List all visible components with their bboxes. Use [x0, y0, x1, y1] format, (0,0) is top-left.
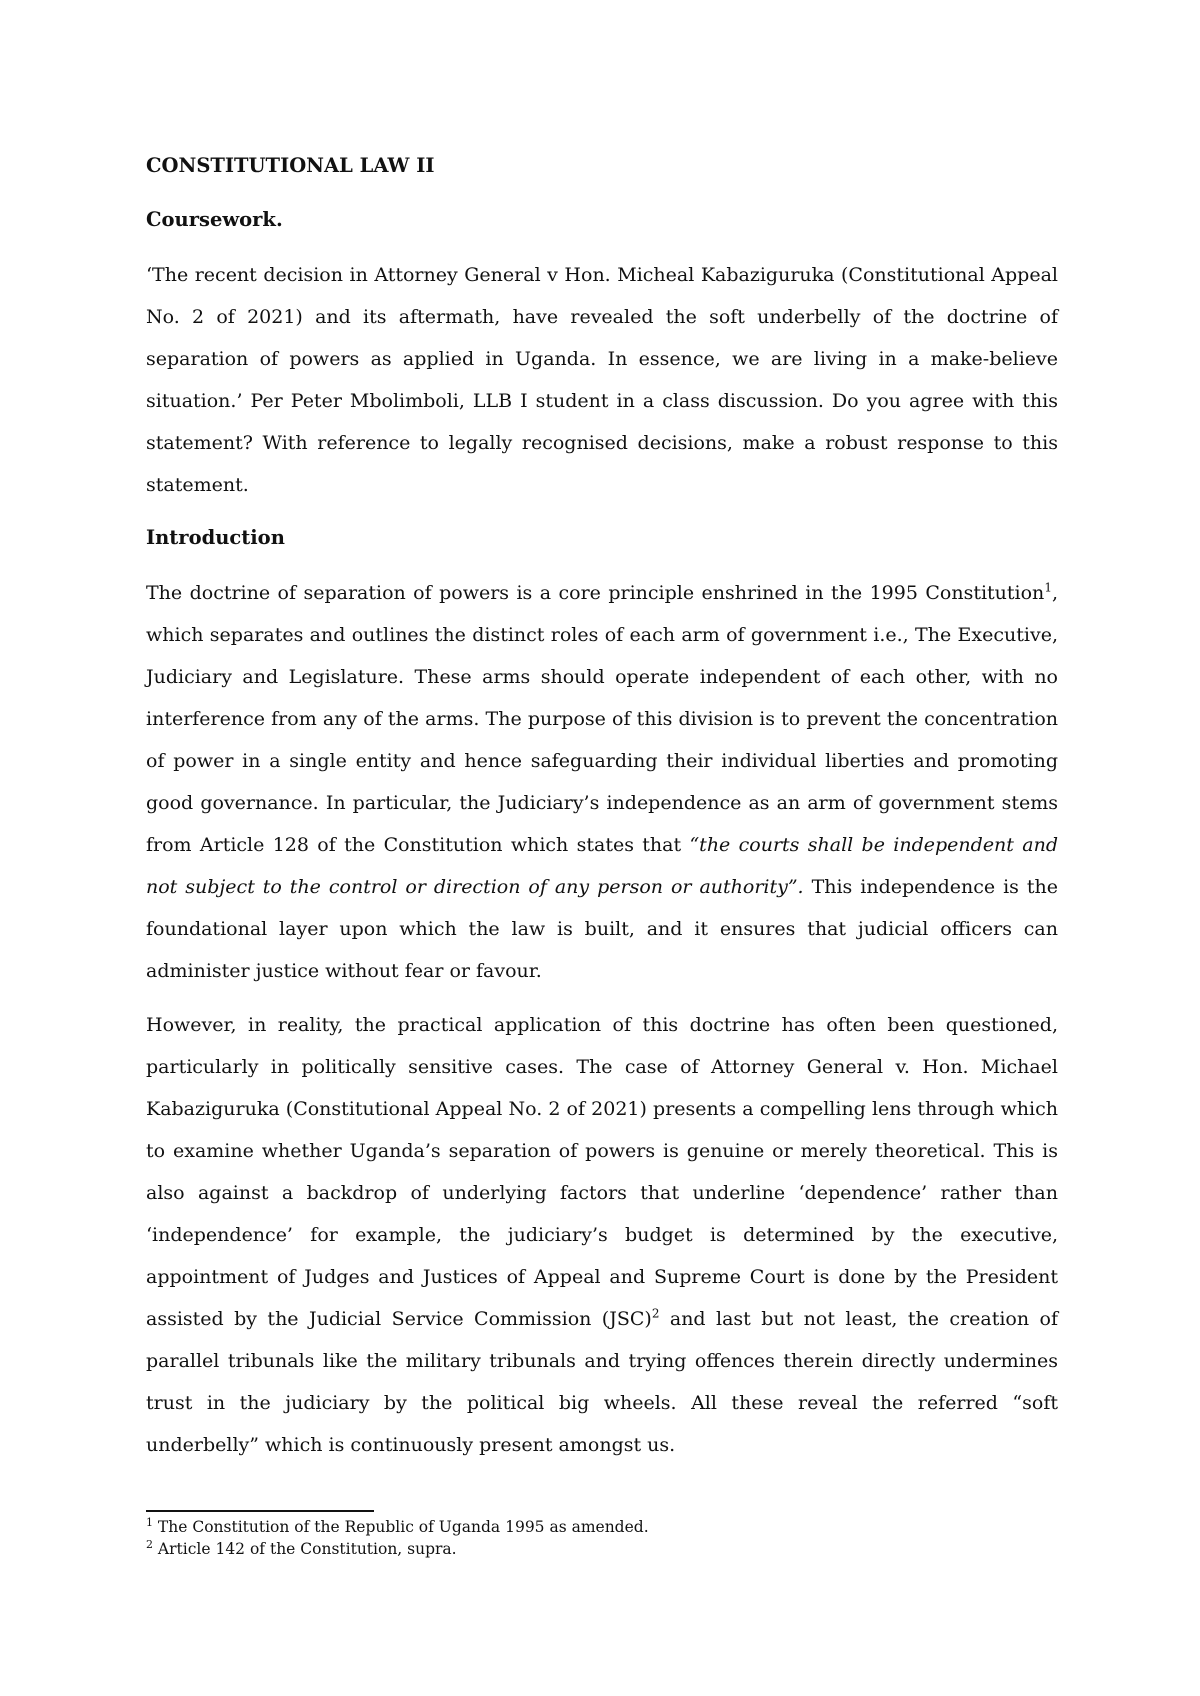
footnote-2-number: 2	[146, 1537, 153, 1551]
intro-paragraph-1	[146, 572, 1058, 992]
document-title: CONSTITUTIONAL LAW II	[146, 154, 435, 177]
intro-paragraph-2-text-a: However, in reality, the practical application of this doctrine has often been questioned, particularly in politically sensitive cases. The case of Attorney General v. Hon. Michael Kabaziguruka (Constitutional Appeal No. 2 of 2021) presents a compelling lens through which to examine whether Uganda’s separation of powers is genuine or merely theoretical. This is also against a backdrop of underlying factors that underline ‘dependence’ rather than ‘independence’ for example, the judiciary’s budget is determined by the executive, appointment of Judges and Justices of Appeal and Supreme Court is done by the President assisted by the Judicial Service Commission (JSC)	[146, 1014, 1058, 1330]
article-128-quote: “the courts shall be independent and not subject to the control or direction of any person or authority”.	[146, 834, 1058, 898]
footnote-2-text: Article 142 of the Constitution, supra.	[153, 1540, 457, 1558]
footnotes-section	[146, 1510, 1058, 1560]
introduction-heading: Introduction	[146, 526, 285, 549]
intro-paragraph-1-text-a: The doctrine of separation of powers is a core principle enshrined in the 1995 Constitution	[146, 582, 1045, 604]
footnote-1-text: The Constitution of the Republic of Uganda 1995 as amended.	[153, 1518, 649, 1536]
intro-paragraph-1-text-c: This independence is the foundational layer upon which the law is built, and it ensures that judicial officers can administer justice without fear or favour.	[146, 876, 1059, 982]
footnote-ref-2: 2	[651, 1306, 660, 1321]
intro-paragraph-2-text-b: and last but not least, the creation of parallel tribunals like the military tribunals and trying offences therein directly undermines trust in the judiciary by the political big wheels. All these reveal the referred “soft underbelly” which is continuously present amongst us.	[146, 1308, 1058, 1456]
intro-paragraph-2	[146, 1004, 1058, 1466]
footnote-ref-1: 1	[1044, 580, 1052, 595]
footnote-1-number: 1	[146, 1515, 153, 1529]
question-paragraph: ‘The recent decision in Attorney General v Hon. Micheal Kabaziguruka (Constitutional Appeal No. 2 of 2021) and its aftermath, have revealed the soft underbelly of the doctrine of separation of powers as applied in Uganda. In essence, we are living in a make-believe situation.’ Per Peter Mbolimboli, LLB I student in a class discussion. Do you agree with this statement? With reference to legally recognised decisions, make a robust response to this statement.	[146, 264, 1058, 496]
footnote-divider	[146, 1510, 374, 1512]
document-body	[146, 146, 1058, 1478]
document-subtitle: Coursework.	[146, 208, 283, 231]
footnote-1	[146, 1516, 1058, 1538]
footnote-2	[146, 1538, 1058, 1560]
intro-paragraph-1-text-b: , which separates and outlines the distinct roles of each arm of government i.e., The Executive, Judiciary and Legislature. These arms should operate independent of each other, with no interference from any of the arms. The purpose of this division is to prevent the concentration of power in a single entity and hence safeguarding their individual liberties and promoting good governance. In particular, the Judiciary’s independence as an arm of government stems from Article 128 of the Constitution which states that	[146, 582, 1058, 856]
